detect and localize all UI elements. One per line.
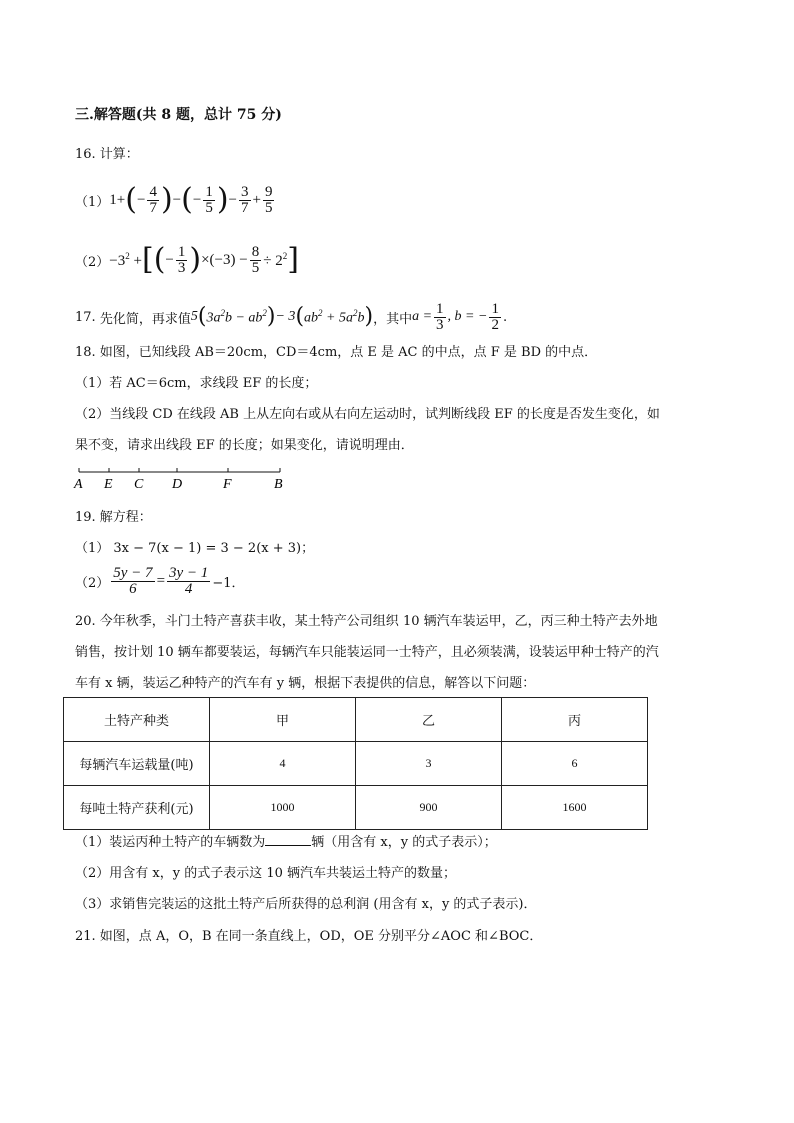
table-header-cell: 乙: [356, 698, 502, 742]
label-f: F: [223, 477, 232, 492]
q19-heading: 19. 解方程：: [75, 510, 152, 525]
table-header-cell: 土特产种类: [64, 698, 210, 742]
table-cell: 6: [502, 742, 648, 786]
q16-part2: （2） $-3^2$ + [ ( − $\frac{1}{3}$ ) ×(−3) − $\frac{8}{5}$ ÷ $2^2$ ]: [75, 242, 299, 277]
q17-number: 17.: [75, 309, 96, 325]
q17-line: 17. 先化简，再求值 5 ( $3a^2b - ab^2$ ) − 3 ( $ab^2 + 5a^2b$ ) ，其中 a = $\frac{1}{3}$ , b = − $\frac{1}{2}$ .: [75, 300, 508, 333]
label-b: B: [274, 477, 283, 492]
label-c: C: [134, 477, 144, 492]
q20-sub3: （3）求销售完装运的这批土特产后所获得的总利润 (用含有 x，y 的式子表示)．: [75, 897, 537, 912]
q18-segment-figure: [70, 462, 300, 492]
table-header-cell: 丙: [502, 698, 648, 742]
label-a: A: [74, 477, 83, 492]
q20-line2: 销售，按计划 10 辆车都要装运，每辆汽车只能装运同一士特产，且必须装满，设装运甲种士特产的汽: [75, 645, 659, 660]
q20-line1: 20. 今年秋季，斗门土特产喜获丰收，某土特产公司组织 10 辆汽车装运甲，乙，丙三种土特产去外地: [75, 614, 658, 629]
q19-part2: （2） $\frac{5y - 7}{6}$ = $\frac{3y - 1}{4}$ −1．: [75, 564, 245, 597]
q20-table: [63, 697, 648, 830]
q16-heading: 16. 计算：: [75, 147, 139, 162]
label-d: D: [172, 477, 183, 492]
table-cell: 4: [210, 742, 356, 786]
table-cell: 1000: [210, 786, 356, 830]
table-row: [64, 742, 648, 786]
table-cell: 3: [356, 742, 502, 786]
q20-line3: 车有 x 辆，装运乙种特产的汽车有 y 辆，根据下表提供的信息，解答以下问题：: [75, 676, 536, 691]
q17-text-b: ，其中: [373, 311, 413, 327]
q17-text-end: .: [502, 309, 508, 325]
q18-line3: （2）当线段 CD 在线段 AB 上从左向右或从右向左运动时，试判断线段 EF 的长度是否发生变化，如: [75, 407, 660, 422]
q16-part1: （1） 1+ ( − $\frac{4}{7}$ ) − ( − $\frac{1}{5}$ ) − $\frac{3}{7}$ + $\frac{9}{5}$: [75, 182, 273, 217]
table-header-cell: 甲: [210, 698, 356, 742]
label-e: E: [104, 477, 113, 492]
q20-sub1-text-b: 辆（用含有 x，y 的式子表示）；: [311, 835, 497, 850]
q19-part2-label: （2）: [75, 575, 110, 591]
section-title: 三.解答题(共 8 题，总计 75 分): [75, 107, 282, 123]
q18-line4: 果不变，请求出线段 EF 的长度；如果变化，请说明理由．: [75, 438, 414, 453]
table-cell: 900: [356, 786, 502, 830]
table-row-label: 每辆汽车运载量(吨): [64, 742, 210, 786]
q18-line1: 18. 如图，已知线段 AB＝20cm，CD＝4cm，点 E 是 AC 的中点，点 F 是 BD 的中点．: [75, 345, 598, 360]
q20-sub1-text-a: （1）装运丙种土特产的车辆数为: [75, 835, 266, 850]
table-row-label: 每吨土特产获利(元): [64, 786, 210, 830]
q19-part2-rest: −1．: [212, 575, 245, 591]
table-row: [64, 786, 648, 830]
q17-text-a: 先化简，再求值: [99, 311, 191, 327]
q18-line2: （1）若 AC＝6cm，求线段 EF 的长度；: [75, 376, 318, 391]
table-cell: 1600: [502, 786, 648, 830]
q16-part2-label: （2）: [75, 254, 110, 270]
q21-line1: 21. 如图，点 A，O，B 在同一条直线上，OD，OE 分别平分∠AOC 和∠BOC．: [75, 929, 543, 944]
q16-part1-label: （1）: [75, 194, 110, 210]
table-header-row: [64, 698, 648, 742]
q20-sub1: [75, 831, 497, 850]
answer-blank: [265, 833, 311, 846]
q19-part1: （1） 3x − 7(x − 1) = 3 − 2(x + 3)；: [75, 541, 315, 556]
q20-sub2: （2）用含有 x，y 的式子表示这 10 辆汽车共装运土特产的数量；: [75, 866, 457, 881]
